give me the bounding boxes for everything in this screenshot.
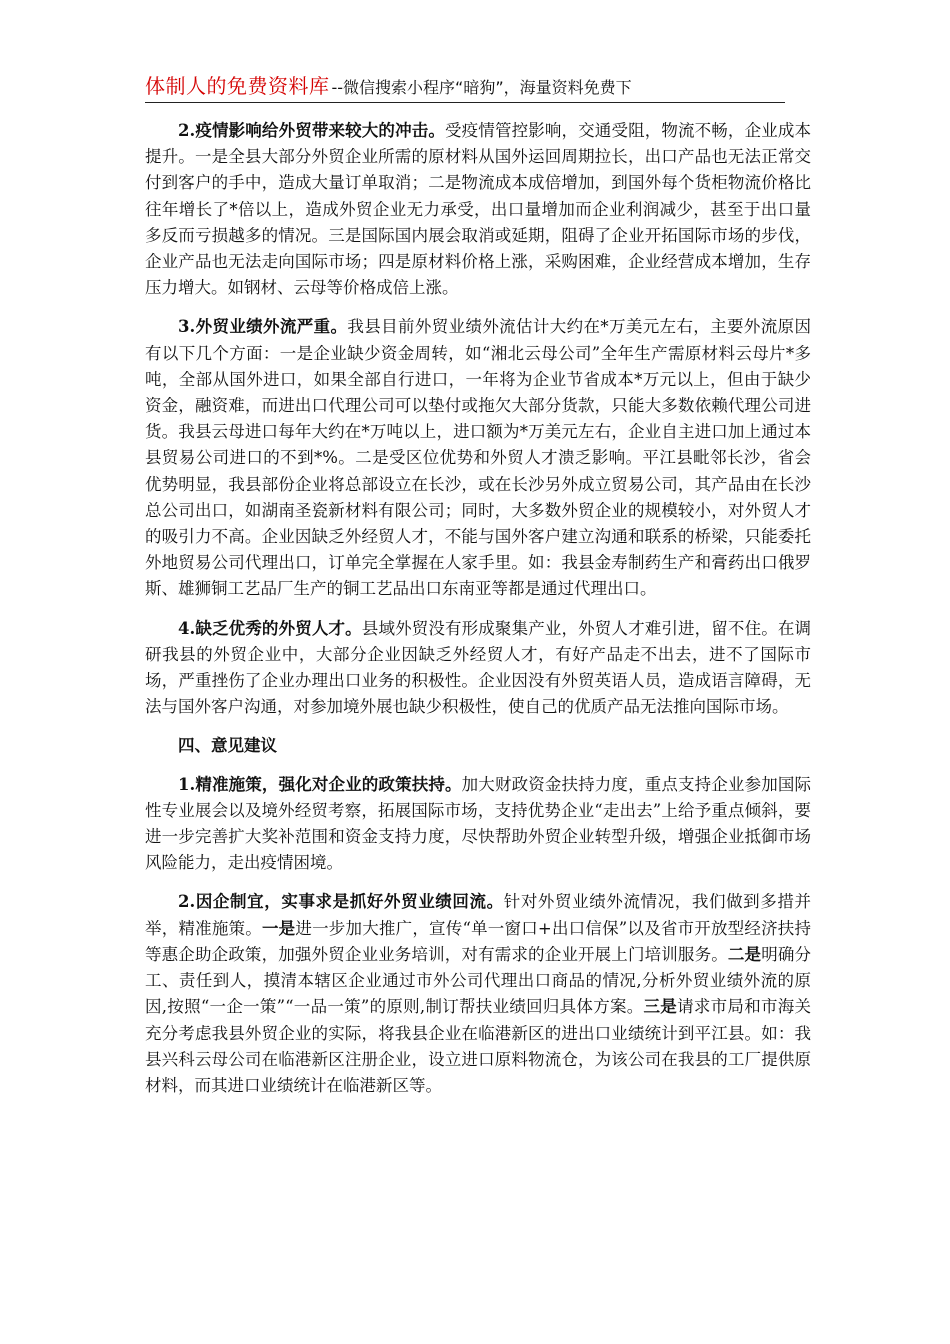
paragraph-text: 县域外贸没有形成聚集产业，外贸人才难引进，留不住。在调研我县的外贸企业中，大部分企业因缺乏外经贸人才，有好产品走不出去，进不了国际市场，严重挫伤了企业办理出口业务的积极性。企业因没有外贸英语人员，造成语言障碍，无法与国外客户沟通，对参加境外展也缺少积极性，使自己的优质产品无法推向国际市场。 (145, 618, 811, 717)
paragraph-lead: 3.外贸业绩外流严重。 (178, 317, 348, 337)
paragraph-epidemic-impact (145, 118, 811, 301)
header-tagline: --微信搜索小程序“暗狗”，海量资料免费下 (331, 78, 632, 97)
section-title: 四、意见建议 (178, 736, 277, 756)
suggestion-lead: 2.因企制宜，实事求是抓好外贸业绩回流。 (178, 892, 504, 912)
document-body (145, 118, 811, 1112)
emphasis-first: 一是 (261, 918, 296, 938)
suggestion-text: 针对外贸业绩外流情况，我们做到多措并举，精准施策。 (145, 892, 811, 938)
paragraph-talent-shortage (145, 616, 811, 721)
suggestion-lead: 1.精准施策，强化对企业的政策扶持。 (178, 774, 462, 794)
suggestion-text: 进一步加大推广，宣传“单一窗口+出口信保”以及省市开放型经济扶持等惠企助企政策，加强外贸企业业务培训，对有需求的企业开展上门培训服务。 (145, 918, 812, 964)
paragraph-lead: 4.缺乏优秀的外贸人才。 (178, 618, 362, 638)
emphasis-third: 三是 (643, 997, 678, 1017)
paragraph-performance-outflow (145, 314, 811, 602)
header-brand: 体制人的免费资料库 (145, 74, 330, 98)
paragraph-text: 我县目前外贸业绩外流估计大约在*万美元左右，主要外流原因有以下几个方面：一是企业缺少资金周转，如“湘北云母公司”全年生产需原材料云母片*多吨，全部从国外进口，如果全部自行进口，一年将为企业节省成本*万元以上，但由于缺少资金，融资难，而进出口代理公司可以垫付或拖欠大部分货款，只能大多数依赖代理公司进货。我县云母进口每年大约在*万吨以上，进口额为*万美元左右，企业自主进口加上通过本县贸易公司进口的不到*%。二是受区位优势和外贸人才溃乏影响。平江县毗邻长沙，省会优势明显，我县部份企业将总部设立在长沙，或在长沙另外成立贸易公司，其产品由在长沙总公司出口，如湖南圣瓷新材料有限公司；同时，大多数外贸企业的规模较小，对外贸人才的吸引力不高。企业因缺乏外经贸人才，不能与国外客户建立沟通和联系的桥梁，只能委托外地贸易公司代理出口，订单完全掌握在人家手里。如：我县金寿制药生产和膏药出口俄罗斯、雄狮铜工艺品厂生产的铜工艺品出口东南亚等都是通过代理出口。 (145, 317, 812, 599)
suggestion-performance-return (145, 889, 811, 1099)
emphasis-second: 二是 (727, 944, 762, 964)
suggestion-text: 明确分工、责任到人，摸清本辖区企业通过市外公司代理出口商品的情况,分析外贸业绩外流的原因,按照“一企一策”“一品一策”的原则,制订帮扶业绩回归具体方案。 (145, 944, 812, 1017)
page-header (145, 70, 785, 103)
suggestion-text: 加大财政资金扶持力度，重点支持企业参加国际性专业展会以及境外经贸考察，拓展国际市场，支持优势企业“走出去”上给予重点倾斜，要进一步完善扩大奖补范围和资金支持力度，尽快帮助外贸企业转型升级，增强企业抵御市场风险能力，走出疫情困境。 (145, 774, 812, 873)
paragraph-lead: 2.疫情影响给外贸带来较大的冲击。 (178, 121, 446, 140)
suggestion-text: 请求市局和市海关充分考虑我县外贸企业的实际，将我县企业在临港新区的进出口业绩统计到平江县。如：我县兴科云母公司在临港新区注册企业，设立进口原料物流仓，为该公司在我县的工厂提供原材料，而其进口业绩统计在临港新区等。 (145, 997, 812, 1095)
suggestion-policy-support (145, 772, 811, 877)
paragraph-text: 受疫情管控影响，交通受阻，物流不畅，企业成本提升。一是全县大部分外贸企业所需的原材料从国外运回周期拉长，出口产品也无法正常交付到客户的手中，造成大量订单取消；二是物流成本成倍增加，到国外每个货柜物流价格比往年增长了*倍以上，造成外贸企业无力承受，出口量增加而企业利润减少，甚至于出口量多反而亏损越多的情况。三是国际国内展会取消或延期，阻碍了企业开拓国际市场的步伐，企业产品也无法走向国际市场；四是原材料价格上涨，采购困难，企业经营成本增加，生存压力增大。如钢材、云母等价格成倍上涨。 (145, 121, 812, 298)
